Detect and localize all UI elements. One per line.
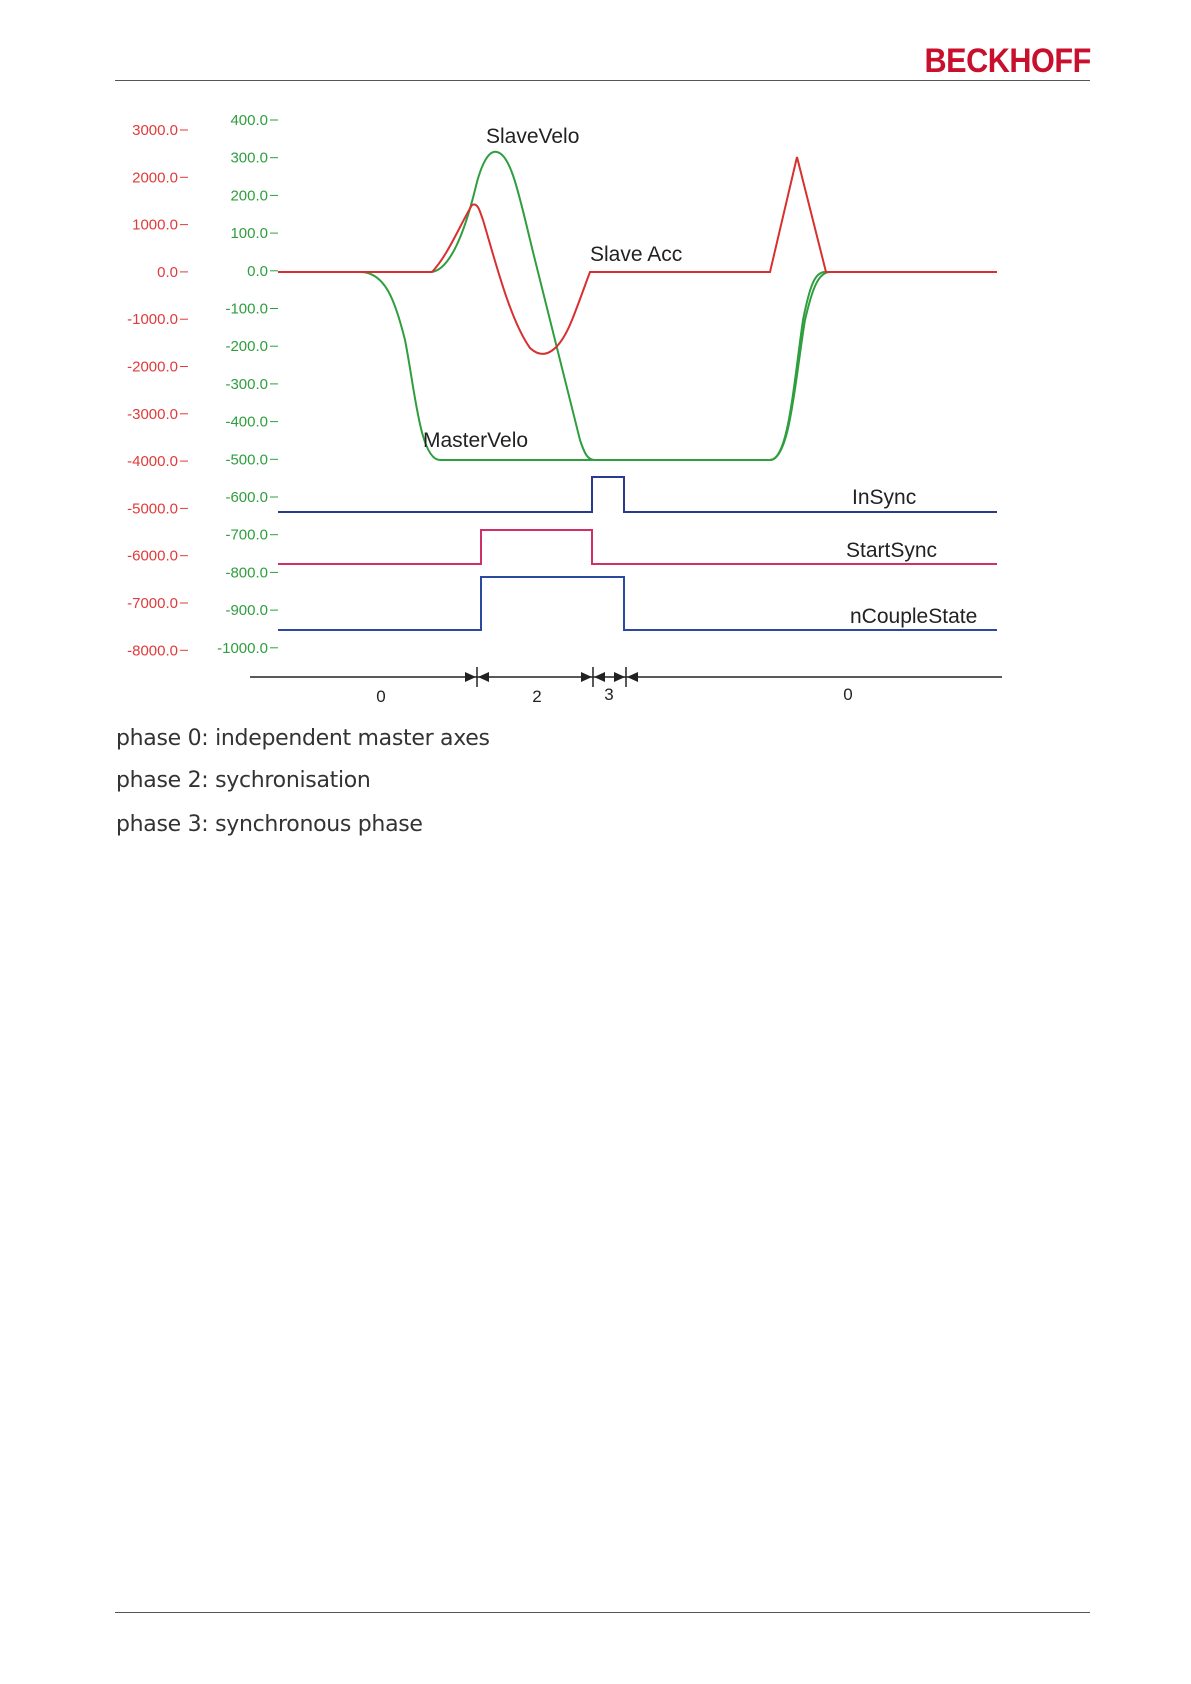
left-axis-tick-label: -2000.0 — [127, 358, 178, 376]
left-axis-tick-label: 0.0 — [157, 263, 178, 281]
left-axis-tick-label: -3000.0 — [127, 405, 178, 423]
slave-velo-curve — [278, 152, 825, 460]
phase-arrow — [614, 672, 625, 682]
right-axis-tick-label: -100.0 — [225, 300, 268, 318]
right-axis-tick-label: 100.0 — [230, 225, 268, 243]
phase-arrow — [465, 672, 476, 682]
right-axis-tick-label: 0.0 — [247, 262, 268, 280]
right-axis-tick-label: -400.0 — [225, 413, 268, 431]
right-axis-ticks — [217, 112, 278, 657]
right-axis-tick-label: -1000.0 — [217, 639, 268, 657]
right-axis-tick-label: 300.0 — [230, 149, 268, 167]
left-axis-tick-label: 1000.0 — [132, 216, 178, 234]
master-velo-curve — [278, 272, 997, 460]
right-axis-tick-label: 400.0 — [230, 112, 268, 129]
left-axis-tick-label: -6000.0 — [127, 547, 178, 565]
left-axis-tick-label: 3000.0 — [132, 122, 178, 139]
right-axis-tick-label: -900.0 — [225, 602, 268, 620]
phase-arrow — [627, 672, 638, 682]
footer-divider — [115, 1612, 1090, 1613]
left-axis-tick-label: -8000.0 — [127, 642, 178, 660]
right-axis-tick-label: -500.0 — [225, 451, 268, 469]
left-axis-tick-label: 2000.0 — [132, 169, 178, 187]
beckhoff-logo: BECKHOFF — [924, 42, 1091, 80]
left-axis-tick-label: -5000.0 — [127, 500, 178, 518]
phase-label: 2 — [532, 687, 542, 706]
slave-velo-label: SlaveVelo — [486, 125, 580, 148]
phase-label: 3 — [604, 685, 614, 704]
left-axis-ticks — [127, 122, 188, 659]
phase-arrow — [478, 672, 489, 682]
phase-3-description: phase 3: synchronous phase — [116, 812, 423, 837]
right-axis-tick-label: -200.0 — [225, 338, 268, 356]
phase-arrow — [581, 672, 592, 682]
master-velo-label: MasterVelo — [423, 429, 529, 452]
left-axis-tick-label: -1000.0 — [127, 311, 178, 329]
right-axis-tick-label: -700.0 — [225, 526, 268, 544]
phase-arrow — [594, 672, 605, 682]
right-axis-tick-label: -300.0 — [225, 375, 268, 393]
n-couple-state-label: nCoupleState — [850, 605, 978, 628]
phase-label: 0 — [843, 685, 853, 704]
phase-0-description: phase 0: independent master axes — [116, 726, 490, 751]
left-axis-tick-label: -7000.0 — [127, 595, 178, 612]
start-sync-label: StartSync — [846, 539, 938, 562]
right-axis-tick-label: 200.0 — [230, 187, 268, 205]
right-axis-tick-label: -800.0 — [225, 564, 268, 582]
phase-2-description: phase 2: sychronisation — [116, 768, 371, 793]
phase-label: 0 — [376, 687, 386, 706]
slave-acc-label: Slave Acc — [590, 243, 683, 266]
in-sync-label: InSync — [852, 486, 917, 509]
right-axis-tick-label: -600.0 — [225, 489, 268, 506]
left-axis-tick-label: -4000.0 — [127, 453, 178, 471]
